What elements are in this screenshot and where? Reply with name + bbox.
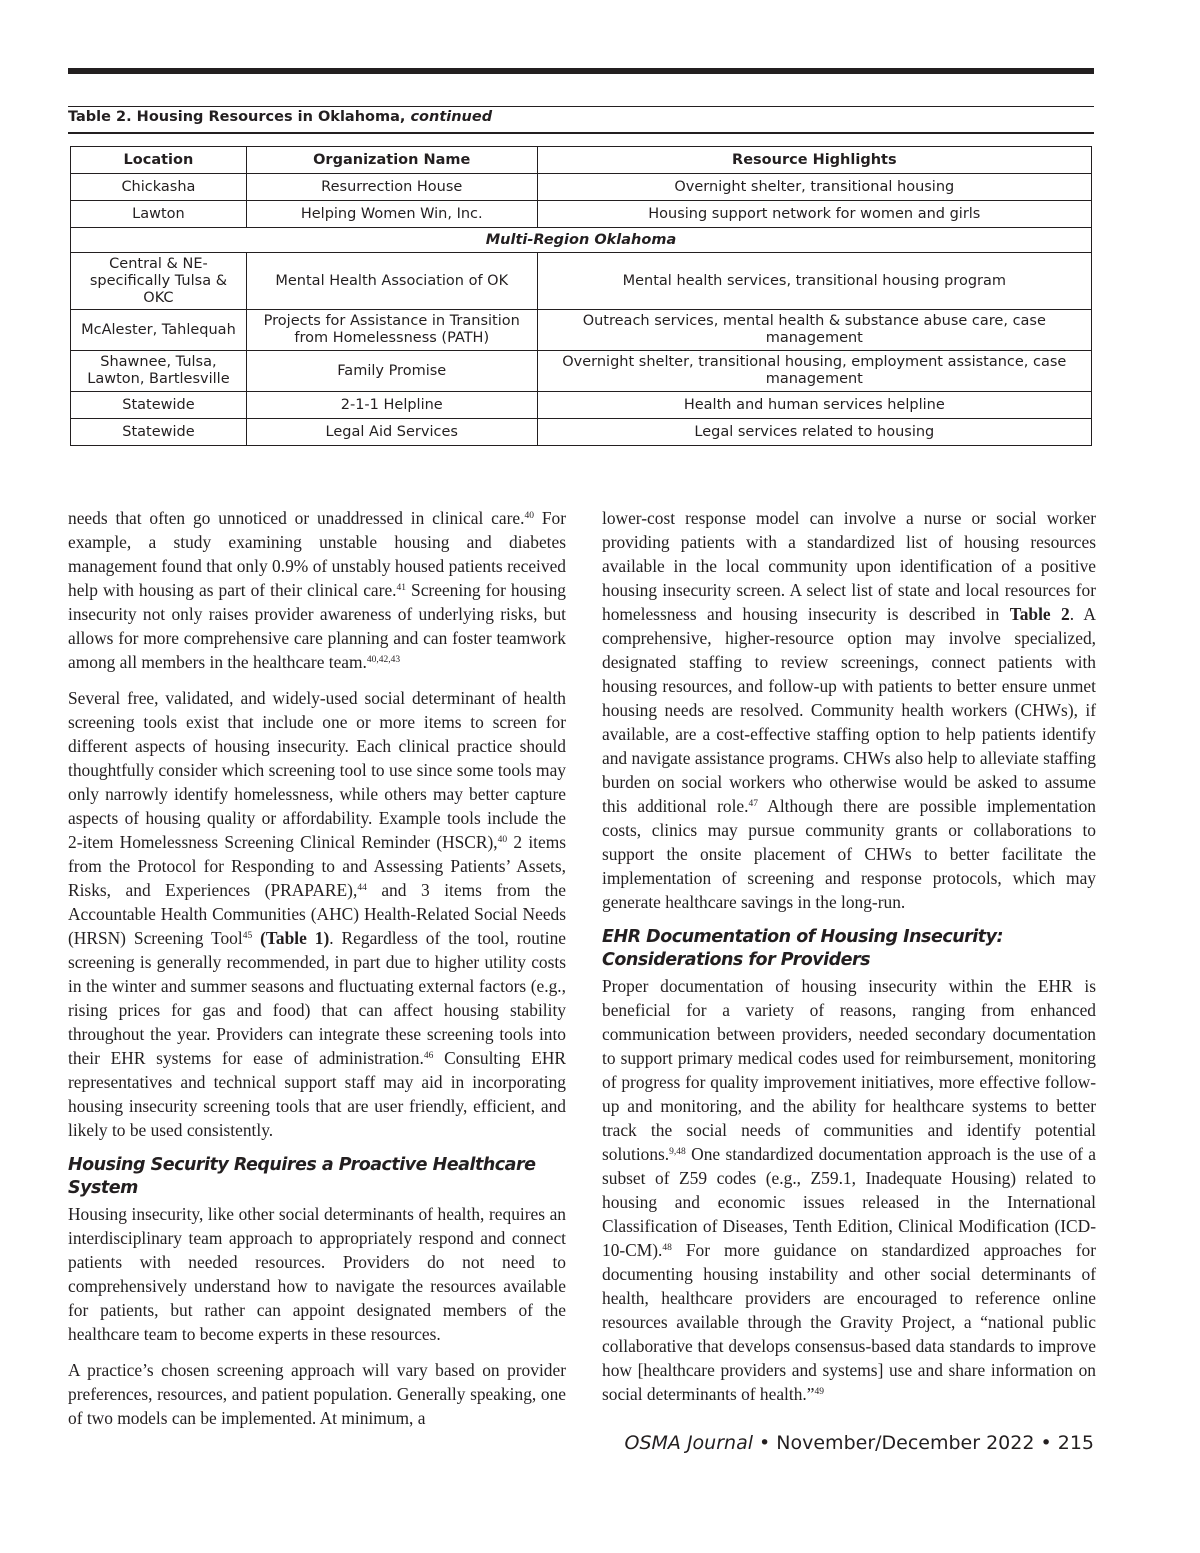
right-column [602,506,1096,1418]
section-heading: Housing Security Requires a Proactive Healthcare System [68,1155,536,1198]
left-column [68,506,566,1442]
text-run: Although there are possible implementation costs, clinics may pursue community grants or collaborations to support the onsite placement of CHWs to better facilitate the implementation of screening and response protocols, which may generate healthcare savings in the long-run. [602,796,1096,912]
table-row [71,351,1092,392]
text-run: For example, a study examining unstable housing and diabetes management found that only 0.9% of unstably housed patients received help with housing as part of their clinical care. [68,508,566,600]
text-run: Several free, validated, and widely-used social determinant of health screening tools exist that include one or more items to screen for different aspects of housing insecurity. Each clinical practice should thoughtfully consider which screening tool to use since some tools may only narrowly identify homelessness, while others may better capture aspects of housing quality or affordability. Example tools include the 2-item Homelessness Screening Clinical Reminder (HSCR), [68,688,566,852]
cell-organization: 2-1-1 Helpline [246,392,537,419]
citation: 44 [357,883,367,893]
table-caption-main: Table 2. Housing Resources in Oklahoma, [68,109,406,125]
cell-highlights: Overnight shelter, transitional housing [537,174,1091,201]
text-run: For more guidance on standardized approaches for documenting housing instability and other social determinants of health, healthcare providers are encouraged to reference online resources available through the Gravity Project, a “national public collaborative that develops consensus-based data standards to improve how [healthcare providers and systems] use and share information on social determinants of health.” [602,1240,1096,1404]
cell-highlights: Overnight shelter, transitional housing, employment assistance, case management [537,351,1091,392]
cell-location: Statewide [71,419,247,446]
text-run: Proper documentation of housing insecurity within the EHR is beneficial for a variety of reasons, ranging from enhanced communication between providers, needed secondary documentation to support primary medical codes used for reimbursement, monitoring of progress for quality improvement initiatives, more effective follow-up and monitoring, and the ability for healthcare systems to better track the social needs of communities and identify potential solutions. [602,976,1096,1164]
caption-rule-bottom [68,132,1094,134]
text-run: lower-cost response model can involve a nurse or social worker providing patients with a standardized list of housing resources available in the local community upon identification of a positive housing insecurity screen. A select list of state and local resources for homelessness and housing insecurity is described in [602,508,1096,624]
table-row [71,310,1092,351]
citation: 9,48 [669,1147,686,1157]
citation: 40 [497,835,508,845]
citation: 48 [662,1243,672,1253]
table-header-row [71,147,1092,174]
text-run: needs that often go unnoticed or unaddressed in clinical care. [68,508,525,528]
body-paragraph: Housing insecurity, like other social determinants of health, requires an interdisciplinary team approach to appropriately respond and connect patients with needed resources. Providers do not need to comprehensively understand how to navigate the resources available for patients, but rather can appoint designated members of the healthcare team to become experts in these resources. [68,1204,566,1344]
body-paragraph [602,506,1096,914]
header-location: Location [71,147,247,174]
top-rule [68,68,1094,74]
citation: 45 [242,931,253,941]
cell-location: McAlester, Tahlequah [71,310,247,351]
housing-resources-table [70,146,1092,446]
issue-date: • November/December 2022 • [753,1432,1058,1454]
cell-organization: Helping Women Win, Inc. [246,201,537,228]
citation: 49 [814,1387,824,1397]
citation: 46 [423,1051,434,1061]
table-row [71,253,1092,310]
cell-location: Shawnee, Tulsa, Lawton, Bartlesville [71,351,247,392]
citation: 40,42,43 [366,655,401,665]
text-run: and 3 items from the Accountable Health Communities (AHC) Health-Related Social Needs (HRSN) Screening Tool [68,880,566,948]
body-paragraph: A practice’s chosen screening approach will vary based on provider preferences, resources, and patient population. Generally speaking, one of two models can be implemented. At minimum, a [68,1360,566,1428]
cell-organization: Family Promise [246,351,537,392]
citation: 40 [524,511,534,521]
cell-highlights: Outreach services, mental health & substance abuse care, case management [537,310,1091,351]
caption-rule-top [68,106,1094,107]
table-caption-continued: continued [410,109,493,125]
region-label: Multi-Region Oklahoma [71,228,1092,253]
cell-location: Statewide [71,392,247,419]
table-row [71,419,1092,446]
text-run: . Regardless of the tool, routine screening is generally recommended, in part due to higher utility costs in the winter and summer seasons and fluctuating external factors (e.g., rising prices for gas and food) that can affect housing stability throughout the year. Providers can integrate these screening tools into their EHR systems for ease of administration. [68,928,566,1068]
cell-location: Chickasha [71,174,247,201]
cell-organization: Legal Aid Services [246,419,537,446]
region-row [71,228,1092,253]
cell-highlights: Health and human services helpline [537,392,1091,419]
page-footer [0,1432,1094,1454]
cell-highlights: Mental health services, transitional housing program [537,253,1091,310]
text-run: Consulting EHR representatives and technical support staff may aid in incorporating housing insecurity screening tools that are user friendly, efficient, and likely to be used consistently. [68,1048,566,1140]
page-number: 215 [1057,1432,1094,1454]
header-resource-highlights: Resource Highlights [537,147,1091,174]
cell-highlights: Housing support network for women and girls [537,201,1091,228]
table-reference: Table 2 [1009,604,1070,624]
table-row [71,392,1092,419]
header-organization: Organization Name [246,147,537,174]
body-paragraph [68,506,566,674]
table-row [71,174,1092,201]
cell-organization: Mental Health Association of OK [246,253,537,310]
citation: 41 [396,583,407,593]
journal-name: OSMA Journal [624,1432,753,1454]
cell-organization: Resurrection House [246,174,537,201]
body-paragraph [68,686,566,1142]
cell-highlights: Legal services related to housing [537,419,1091,446]
text-run: 2 items from the Protocol for Responding to and Assessing Patients’ Assets, Risks, and Experiences (PRAPARE), [68,832,567,900]
table-row [71,201,1092,228]
section-heading: EHR Documentation of Housing Insecurity: Considerations for Providers [602,927,1004,970]
body-paragraph [602,974,1096,1406]
text-run: . A comprehensive, higher-resource option may involve specialized, designated staffing to review screenings, connect patients with housing resources, and follow-up with patients to better ensure unmet housing needs are resolved. Community health workers (CHWs), if available, are a cost-effective staffing option to help patients identify and navigate assistance programs. CHWs also help to alleviate staffing burden on social workers who otherwise would be asked to assume this additional role. [602,604,1096,816]
cell-location: Central & NE- specifically Tulsa & OKC [71,253,247,310]
table-reference: (Table 1) [260,928,330,948]
text-run: One standardized documentation approach is the use of a subset of Z59 codes (e.g., Z59.1, Inadequate Housing) related to housing and economic issues released in the International Classification of Diseases, Tenth Edition, Clinical Modification (ICD-10-CM). [602,1144,1096,1260]
cell-location: Lawton [71,201,247,228]
citation: 47 [748,799,758,809]
table-caption [68,109,492,125]
cell-organization: Projects for Assistance in Transition from Homelessness (PATH) [246,310,537,351]
text-run: Screening for housing insecurity not only raises provider awareness of underlying risks, but allows for more comprehensive care planning and can foster teamwork among all members in the healthcare team. [68,580,566,672]
